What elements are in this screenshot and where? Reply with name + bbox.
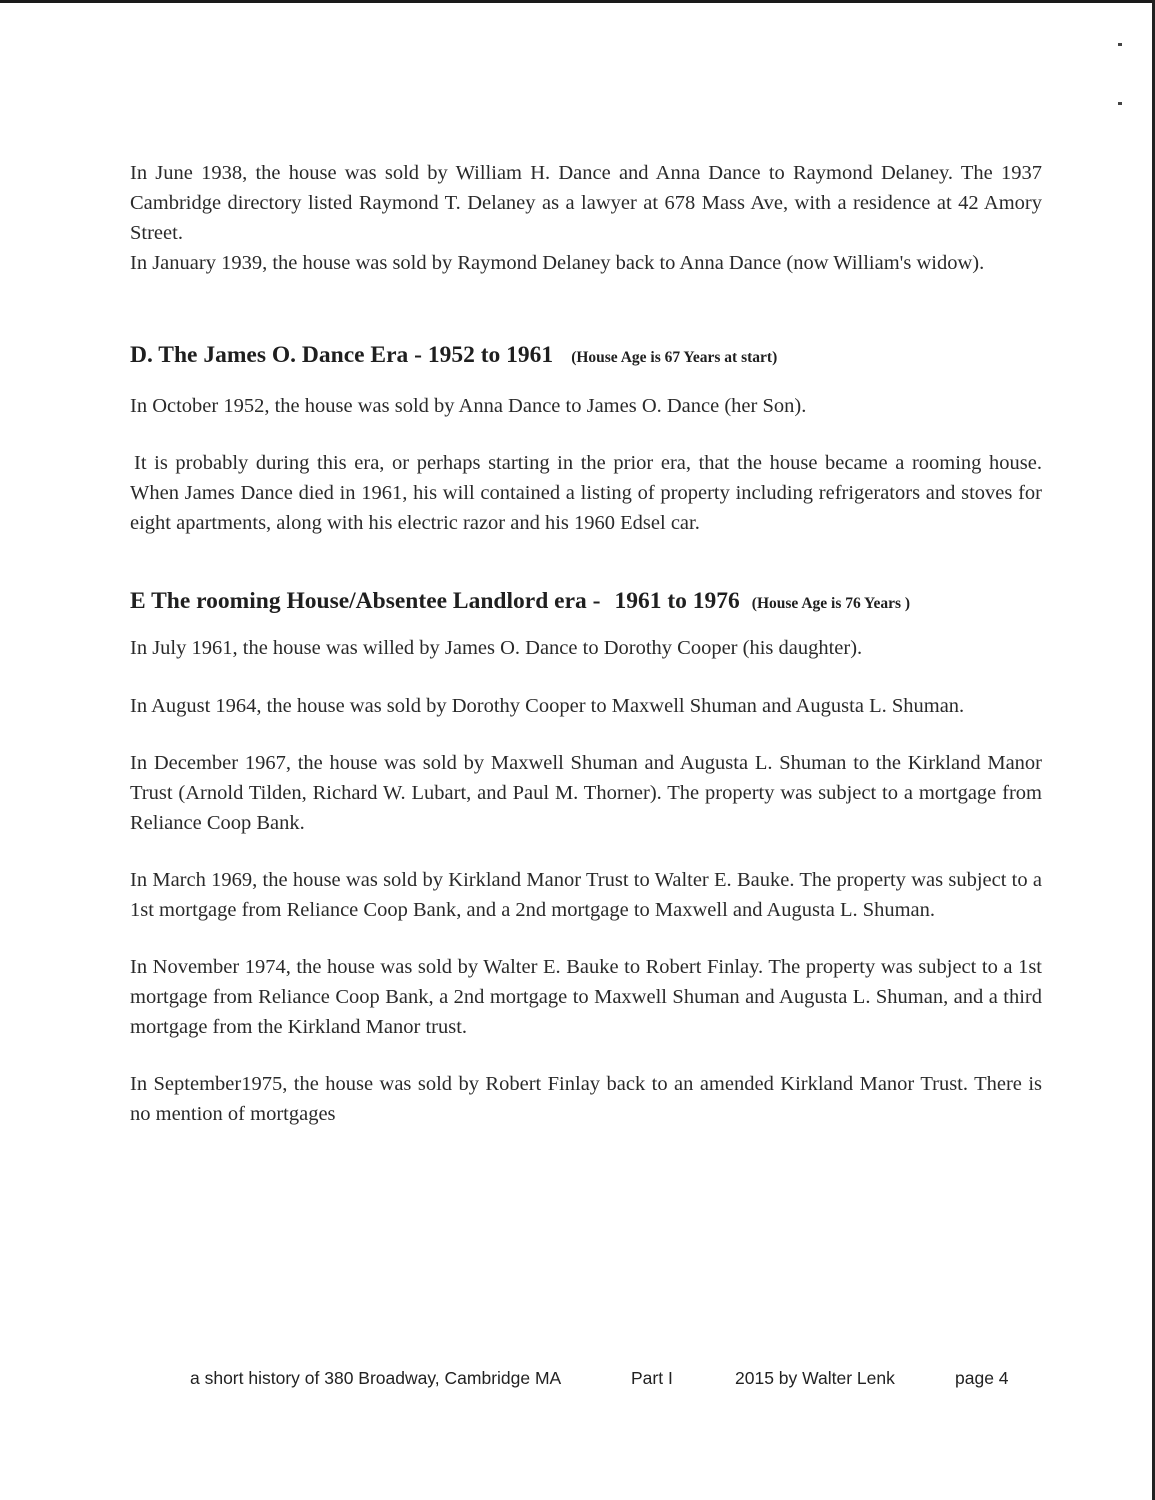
paragraph-will-1961: In July 1961, the house was willed by James O. Dance to Dorothy Cooper (his daughter). [130, 637, 863, 659]
page-footer [0, 1368, 1155, 1392]
section-d-house-age: (House Age is 67 Years at start) [571, 349, 778, 366]
footer-part: Part I [631, 1368, 673, 1388]
scan-speck [1118, 102, 1122, 105]
scan-speck [1118, 43, 1122, 46]
paragraph-rooming-house: It is probably during this era, or perhaps starting in the prior era, that the house became a rooming house. When James Dance died in 1961, his will contained a listing of property including refrigerators and stoves for eight apartments, along with his electric razor and his 1960 Edsel car. [130, 452, 1042, 534]
paragraph-sale-1975: In September1975, the house was sold by Robert Finlay back to an amended Kirkland Manor Trust. There is no mention of mortgages [130, 1073, 1042, 1125]
page-body [130, 158, 1042, 1129]
section-e-title: E The rooming House/Absentee Landlord era - [130, 588, 601, 614]
section-e-heading [130, 588, 1042, 615]
paragraph-sale-1939: In January 1939, the house was sold by Raymond Delaney back to Anna Dance (now William's widow). [130, 252, 985, 274]
section-d-title: D. The James O. Dance Era - 1952 to 1961 [130, 342, 554, 368]
paragraph-sale-1938: In June 1938, the house was sold by William H. Dance and Anna Dance to Raymond Delaney. The 1937 Cambridge directory listed Raymond T. Delaney as a lawyer at 678 Mass Ave, with a residence at 42 Amory Street. [130, 162, 1042, 244]
paragraph-sale-1964: In August 1964, the house was sold by Dorothy Cooper to Maxwell Shuman and Augusta L. Shuman. [130, 695, 965, 717]
scan-top-edge [0, 0, 1155, 3]
paragraph-sale-1969: In March 1969, the house was sold by Kirkland Manor Trust to Walter E. Bauke. The property was subject to a 1st mortgage from Reliance Coop Bank, and a 2nd mortgage to Maxwell and Augusta L. Shuman. [130, 869, 1042, 921]
paragraph-sale-1967: In December 1967, the house was sold by Maxwell Shuman and Augusta L. Shuman to the Kirkland Manor Trust (Arnold Tilden, Richard W. Lubart, and Paul M. Thorner). The property was subject to a mortgage from Reliance Coop Bank. [130, 752, 1042, 834]
section-e-house-age: (House Age is 76 Years ) [751, 595, 911, 612]
footer-title: a short history of 380 Broadway, Cambridge MA [190, 1368, 562, 1388]
paragraph-sale-1952: In October 1952, the house was sold by Anna Dance to James O. Dance (her Son). [130, 395, 807, 417]
section-e-years: 1961 to 1976 [614, 588, 740, 614]
footer-credit: 2015 by Walter Lenk [735, 1368, 895, 1388]
footer-page-number: page 4 [955, 1368, 1009, 1388]
paragraph-sale-1974: In November 1974, the house was sold by Walter E. Bauke to Robert Finlay. The property was subject to a 1st mortgage from Reliance Coop Bank, a 2nd mortgage to Maxwell Shuman and Augusta L. Shuman, and a third mortgage from the Kirkland Manor trust. [130, 956, 1042, 1038]
section-d-heading [130, 342, 1042, 369]
